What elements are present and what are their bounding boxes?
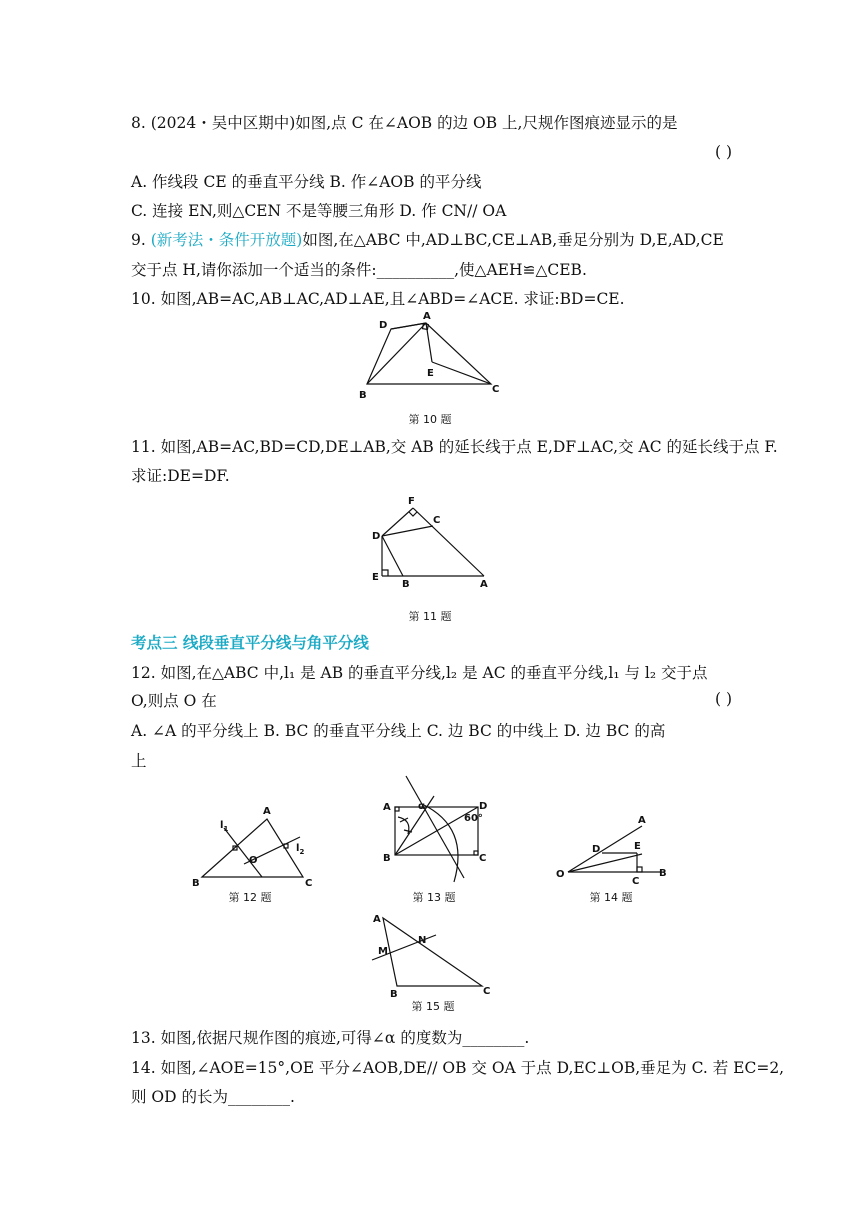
fig12-label-l2: $l_2$ — [296, 843, 305, 856]
fig10-segment-ec — [432, 362, 491, 384]
fig11-label-f: F — [408, 496, 415, 507]
fig13-caption: 第 13 题 — [412, 891, 456, 904]
fig13-label-d: D — [479, 801, 488, 812]
fig14-caption: 第 14 题 — [589, 891, 633, 904]
fig13-label-a: A — [383, 802, 391, 813]
q8-options-cd: C. 连接 EN,则△CEN 不是等腰三角形 D. 作 CN// OA — [131, 202, 507, 220]
figure-10 — [355, 310, 515, 405]
fig11-segment-dc — [382, 526, 433, 536]
fig15-label-c: C — [483, 986, 491, 997]
q8-options-ab: A. 作线段 CE 的垂直平分线 B. 作∠AOB 的平分线 — [131, 173, 482, 191]
q11-stem-line2: 求证:DE=DF. — [131, 467, 230, 485]
fig10-segment-ab — [367, 323, 426, 384]
q11-stem: 11. 如图,AB=AC,BD=CD,DE⊥AB,交 AB 的延长线于点 E,DF⊥AC,交 AC 的延长线于点 F. — [131, 438, 778, 456]
fig10-right-angle-mark — [423, 324, 429, 330]
fig10-label-e: E — [427, 368, 434, 379]
fig13-perp-bisector — [406, 776, 464, 878]
fig13-arc-left — [398, 817, 409, 834]
fig11-label-e: E — [372, 572, 379, 583]
fig11-label-b: B — [402, 579, 410, 590]
fig15-caption: 第 15 题 — [411, 1000, 455, 1013]
q9-number: 9. — [131, 231, 146, 249]
fig13-label-c: C — [479, 853, 487, 864]
fig15-triangle — [383, 918, 482, 986]
q12-stem-line2: O,则点 O 在 — [131, 692, 217, 710]
fig15-label-m: M — [378, 946, 388, 957]
fig10-label-d: D — [379, 320, 388, 331]
figure-13 — [378, 772, 488, 887]
fig14-ray-oa — [568, 826, 642, 872]
fig12-caption: 第 12 题 — [228, 891, 272, 904]
fig15-label-a: A — [373, 914, 381, 925]
section-heading: 考点三 线段垂直平分线与角平分线 — [131, 633, 369, 652]
fig14-ray-oe — [568, 854, 642, 872]
fig10-caption: 第 10 题 — [408, 413, 452, 426]
fig13-bisector — [395, 796, 434, 855]
fig10-label-b: B — [359, 390, 367, 401]
fig11-label-d: D — [372, 531, 381, 542]
fig13-label-angle: 60° — [464, 813, 483, 824]
q9-stem — [131, 229, 724, 251]
fig15-label-b: B — [390, 989, 398, 1000]
fig11-label-a: A — [480, 579, 488, 590]
q14-stem-line2: 则 OD 的长为________. — [131, 1088, 295, 1106]
q12-options-line2: 上 — [131, 752, 147, 770]
figure-11 — [364, 492, 494, 592]
fig12-label-a: A — [263, 806, 271, 817]
fig14-label-c: C — [632, 876, 640, 887]
fig15-label-n: N — [418, 935, 427, 946]
fig12-label-o: O — [249, 855, 258, 866]
q14-stem: 14. 如图,∠AOE=15°,OE 平分∠AOB,DE// OB 交 OA 于点 D,EC⊥OB,垂足为 C. 若 EC=2, — [131, 1059, 785, 1077]
q12-answer-paren: ( ) — [714, 690, 732, 708]
fig11-right-angle-e — [382, 570, 388, 576]
figure-15 — [366, 908, 496, 998]
fig12-label-l1: $l_1$ — [220, 820, 229, 833]
fig12-label-c: C — [305, 878, 313, 889]
fig14-right-angle-c — [637, 867, 642, 872]
fig14-label-o: O — [556, 869, 565, 880]
fig14-label-b: B — [659, 868, 667, 879]
fig14-label-e: E — [634, 841, 641, 852]
fig11-right-angle-f — [409, 512, 417, 516]
fig11-label-c: C — [433, 515, 441, 526]
fig12-label-b: B — [192, 878, 200, 889]
fig13-label-alpha: α — [418, 801, 425, 812]
q12-stem: 12. 如图,在△ABC 中,l₁ 是 AB 的垂直平分线,l₂ 是 AC 的垂直平分线,l₁ 与 l₂ 交于点 — [131, 664, 708, 682]
fig14-label-d: D — [592, 844, 601, 855]
fig10-label-a: A — [423, 311, 431, 322]
fig13-label-b: B — [383, 853, 391, 864]
fig11-segment-df — [382, 508, 413, 536]
q9-stem-line2: 交于点 H,请你添加一个适当的条件:__________,使△AEH≌△CEB. — [131, 261, 587, 279]
fig12-right-angle-l2 — [284, 844, 288, 848]
fig11-segment-fa — [413, 508, 484, 576]
q8-stem: 8. (2024・吴中区期中)如图,点 C 在∠AOB 的边 OB 上,尺规作图痕迹显示的是 — [131, 114, 678, 132]
fig11-caption: 第 11 题 — [408, 610, 452, 623]
q9-stem-text: 如图,在△ABC 中,AD⊥BC,CE⊥AB,垂足分别为 D,E,AD,CE — [302, 231, 724, 249]
q12-options: A. ∠A 的平分线上 B. BC 的垂直平分线上 C. 边 BC 的中线上 D. 边 BC 的高 — [131, 722, 666, 740]
q9-tag: (新考法・条件开放题) — [150, 231, 303, 249]
figure-12 — [190, 804, 320, 894]
figure-14 — [556, 810, 676, 885]
q10-stem: 10. 如图,AB=AC,AB⊥AC,AD⊥AE,且∠ABD=∠ACE. 求证:BD=CE. — [131, 290, 625, 308]
fig13-right-angle-a — [395, 807, 399, 811]
fig10-label-c: C — [492, 384, 500, 395]
fig13-right-angle-c — [474, 851, 478, 855]
q13-stem: 13. 如图,依据尺规作图的痕迹,可得∠α 的度数为________. — [131, 1029, 530, 1047]
fig14-label-a: A — [638, 815, 646, 826]
q8-answer-paren: ( ) — [714, 143, 732, 161]
fig13-arc-large — [422, 804, 458, 882]
